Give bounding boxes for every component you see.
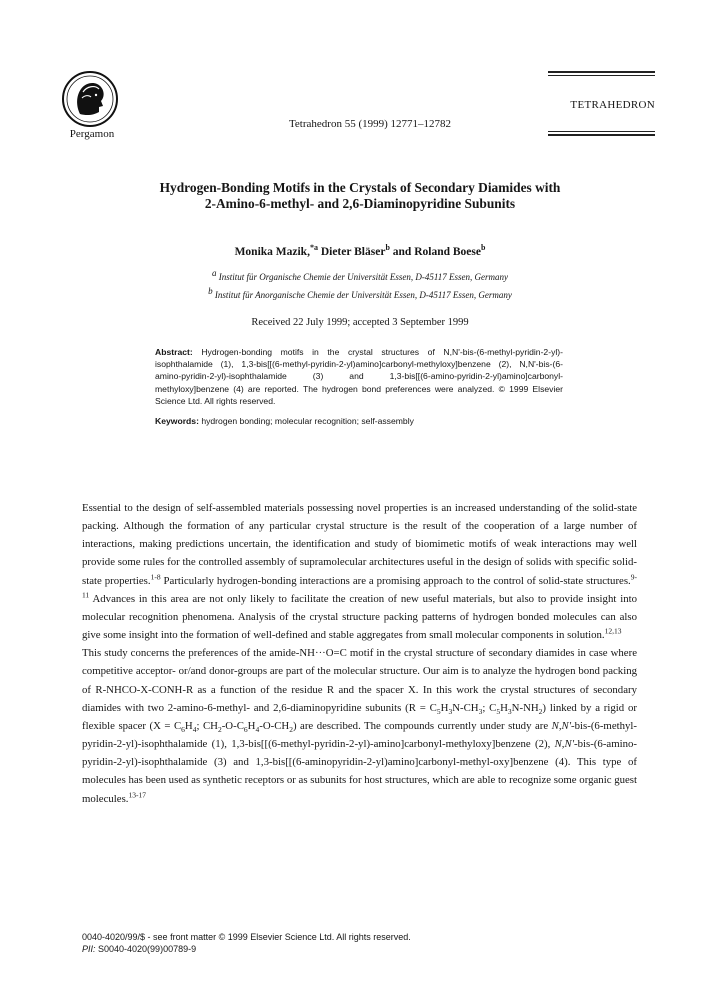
abstract: [155, 346, 563, 407]
text-run: ) are described. The compounds currently under study are: [292, 719, 552, 732]
received-dates: Received 22 July 1999; accepted 3 September 1999: [251, 317, 469, 328]
text-run: This study concerns the preferences of the amide-NH···O=C motif in the crystal structure of secondary diamides in case where competitive acceptor- or/and donor-groups are part of the molecular structure. Our aim is to analyze the hydrogen bond packing of R-NHCO-X-CONH-R as a function of the residue R and the spacer X. In this work the crystal structures of secondary diamides with two 2-amino-6-methyl- and 2,6-diaminopyridine subunits (R = C: [82, 647, 637, 714]
subscript: 2: [289, 725, 293, 735]
body-paragraph: [82, 644, 637, 807]
subscript: 6: [181, 725, 185, 735]
author-name: Roland Boese: [414, 245, 481, 258]
journal-name: TETRAHEDRON: [570, 99, 655, 111]
text-run: H: [247, 719, 256, 732]
pii-label: PII:: [82, 944, 96, 954]
text-run: -bis-(6-methyl-pyridin-2-yl)-isophthalamide (1), 1,3-bis[[(6-methyl-pyridin-2-yl)-amino]carbonyl-methyloxy]benzene (2),: [82, 719, 638, 751]
article-body: [82, 499, 637, 808]
keywords-label: Keywords:: [155, 416, 199, 426]
text-run: -O-CH: [259, 719, 290, 732]
author-mark: b: [480, 243, 486, 252]
author-list: [80, 243, 640, 258]
text-run: ; C: [482, 701, 497, 714]
citation-ref: 9-11: [82, 572, 637, 600]
subscript: 2: [217, 725, 222, 735]
title-line-2: 2-Amino-6-methyl- and 2,6-Diaminopyridine Subunits: [204, 196, 516, 211]
subscript: 6: [243, 725, 248, 735]
subscript: 3: [507, 706, 512, 716]
affiliation-mark: b: [208, 286, 213, 296]
header-rule-top: [548, 71, 655, 73]
subscript: 2: [538, 706, 543, 716]
author-separator: and: [389, 245, 415, 258]
journal-citation: Tetrahedron 55 (1999) 12771–12782: [288, 118, 452, 130]
subscript: 5: [436, 706, 441, 716]
citation-ref: 13-17: [128, 789, 146, 799]
text-run: H: [500, 701, 508, 714]
text-run: -bis-(6-amino-pyridin-2-yl)-isophthalamide (3) and 1,3-bis[[(6-aminopyridin-2-yl)amino]carbonyl-methyl-oxy]benzene (4). This type of molecules has been used as synthetic receptors or as subunits for host structures, which are able to recognize some organic guest molecules.: [82, 738, 637, 805]
author-name: Monika Mazik,: [234, 245, 310, 258]
author-mark: *a: [309, 243, 318, 252]
affiliation-b: [80, 286, 640, 300]
affiliation-a: [80, 268, 640, 282]
subscript: 5: [496, 706, 501, 716]
text-run: H: [440, 701, 449, 714]
title-line-1: Hydrogen-Bonding Motifs in the Crystals of Secondary Diamides with: [159, 180, 561, 195]
text-run: N-CH: [452, 701, 479, 714]
pii-value: S0040-4020(99)00789-9: [95, 944, 197, 954]
body-paragraph: [82, 499, 637, 644]
keywords-text: hydrogen bonding; molecular recognition; self-assembly: [201, 416, 414, 426]
footer: [82, 931, 582, 955]
text-run: N,N': [554, 738, 575, 751]
text-run: Particularly hydrogen-bonding interactions are a promising approach to the control of solid-state structures.: [160, 574, 631, 587]
publisher-logo: [58, 70, 122, 128]
text-run: N,N': [551, 719, 572, 732]
text-run: Advances in this area are not only likely to facilitate the creation of new useful materials, but also to provide insight into molecular recognition phenomena. Analysis of the crystal structure packing patterns of hydrogen bonded molecules can also give some insight into the formation of well-defined and stable aggregates from small molecular components in solution.: [82, 592, 637, 642]
subscript: 4: [192, 725, 197, 735]
affiliation-text: Institut für Anorganische Chemie der Universität Essen, D-45117 Essen, Germany: [214, 290, 512, 300]
header-rule-top-thin: [548, 75, 655, 76]
publisher-name: Pergamon: [69, 128, 115, 140]
author-mark: b: [385, 243, 390, 252]
abstract-label: Abstract:: [155, 347, 193, 357]
author-name: Dieter Bläser: [320, 245, 386, 258]
front-matter-notice: 0040-4020/99/$ - see front matter © 1999 Elsevier Science Ltd. All rights reserved.: [82, 932, 411, 942]
text-run: N-NH: [511, 701, 539, 714]
citation-ref: 12,13: [604, 626, 622, 636]
header-rule-bottom-thin: [548, 131, 655, 132]
subscript: 4: [255, 725, 260, 735]
affiliation-text: Institut für Organische Chemie der Universität Essen, D-45117 Essen, Germany: [218, 272, 508, 282]
text-run: ; CH: [196, 719, 218, 732]
text-run: ) linked by a rigid or flexible spacer (X = C: [82, 701, 637, 732]
keywords: [155, 416, 563, 426]
abstract-text: Hydrogen-bonding motifs in the crystal structures of N,N'-bis-(6-methyl-pyridin-2-yl)-isophthalamide (1), 1,3-bis[[(6-methyl-pyridin-2-yl)amino]carbonyl-methyloxy]benzene (2), N,N'-bis-(6-amino-pyridin-2-yl)-isophthalamide (3) and 1,3-bis[[(6-amino-pyridin-2-yl)amino]carbonyl-methyloxy]benzene (4) are reported. The hydrogen bond preferences were analyzed. © 1999 Elsevier Science Ltd. All rights reserved.: [155, 347, 563, 406]
text-run: -O-C: [221, 719, 244, 732]
pii-line: [82, 943, 582, 955]
subscript: 3: [478, 706, 483, 716]
citation-ref: 1-8: [150, 572, 161, 582]
text-run: Essential to the design of self-assembled materials possessing novel properties is an increased understanding of the solid-state packing. Although the formation of any particular crystal structure is the result of the cooperation of a large number of interactions, making predictions uncertain, the identification and study of biomimetic motifs of weak interactions may well provide some rules for the controlled assembly of supramolecular architectures useful in the design of solids with specific solid-state properties.: [82, 502, 637, 587]
header-rule-bottom: [548, 134, 655, 136]
subscript: 3: [448, 706, 453, 716]
affiliation-mark: a: [212, 268, 217, 278]
text-run: H: [184, 719, 193, 732]
article-title: [80, 180, 640, 212]
